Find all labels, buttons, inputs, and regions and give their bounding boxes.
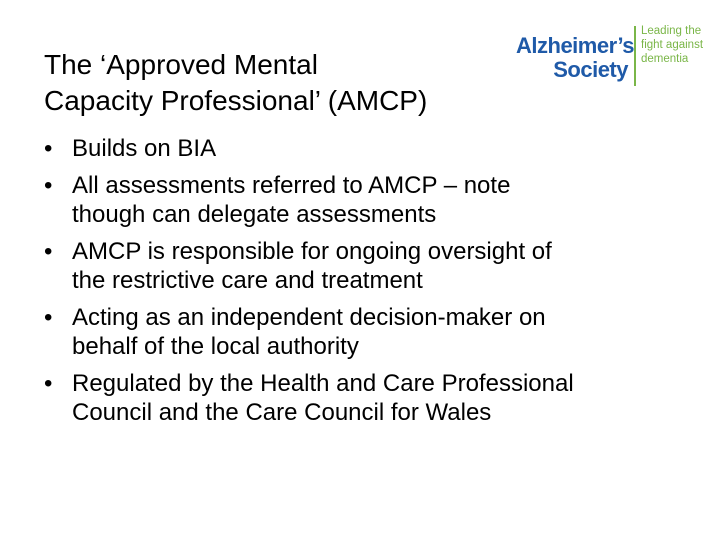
slide-title-line: Capacity Professional’ (AMCP) xyxy=(44,84,428,116)
logo-wordmark-line: Society xyxy=(553,57,628,82)
bullet-text-line: Regulated by the Health and Care Professional xyxy=(72,370,574,397)
logo-tagline-line: dementia xyxy=(641,53,689,65)
bullet-item xyxy=(44,171,704,229)
bullet-item xyxy=(44,369,704,427)
bullet-marker: • xyxy=(44,304,53,331)
slide-title xyxy=(44,47,514,119)
bullet-text-line: AMCP is responsible for ongoing oversight of xyxy=(72,238,552,265)
bullet-text-line: All assessments referred to AMCP – note xyxy=(72,172,511,199)
logo-tagline-line: Leading the xyxy=(641,25,702,37)
bullet-list xyxy=(44,134,704,435)
logo-tagline-line: fight against xyxy=(641,39,704,51)
bullet-text-line: the restrictive care and treatment xyxy=(72,267,423,294)
slide-title-line: The ‘Approved Mental xyxy=(44,48,318,80)
logo-wordmark xyxy=(516,33,634,82)
bullet-item xyxy=(44,237,704,295)
alzheimers-society-logo xyxy=(516,22,716,92)
bullet-item xyxy=(44,303,704,361)
logo-tagline xyxy=(641,24,703,66)
bullet-marker: • xyxy=(44,370,53,397)
bullet-text-line: Council and the Care Council for Wales xyxy=(72,399,492,426)
bullet-marker: • xyxy=(44,135,53,162)
logo-divider xyxy=(634,26,636,86)
bullet-text-line: Acting as an independent decision-maker on xyxy=(72,304,546,331)
logo-wordmark-line: Alzheimer’s xyxy=(516,33,634,58)
bullet-text-line: Builds on BIA xyxy=(72,135,217,162)
bullet-item xyxy=(44,134,704,163)
bullet-text-line: though can delegate assessments xyxy=(72,201,437,228)
bullet-marker: • xyxy=(44,172,53,199)
bullet-marker: • xyxy=(44,238,53,265)
bullet-text-line: behalf of the local authority xyxy=(72,333,359,360)
